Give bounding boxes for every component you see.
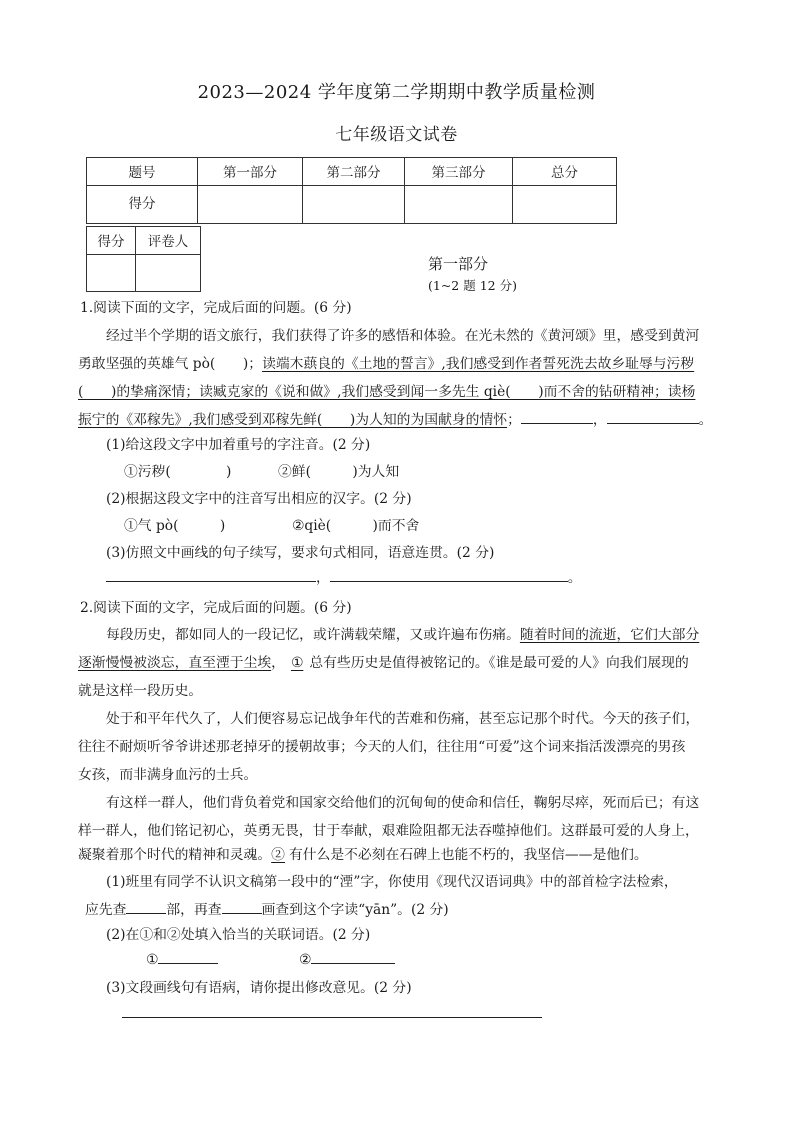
q2-paragraph-text: 凝聚着那个时代的精神和灵魂。 [78,847,272,863]
q2-paragraph-text: 往往不耐烦听爷爷讲述那老掉牙的援朝故事；今天的人们，往往用“可爱”这个词来指活泼漂亮的男孩 [78,739,686,755]
q2-paragraph-text: 总有些历史是值得被铭记的。《谁是最可爱的人》向我们展现的 [309,655,689,671]
q2-sub1-text: 画查到这个字读“yān”。(2 分) [261,902,449,918]
q1-punct: ； [507,412,521,428]
q1-continue-blank-2[interactable] [607,409,699,424]
q1-sub2: (2)根据这段文字中的注音写出相应的汉字。(2 分) [106,491,412,507]
exam-title: 2023—2024 学年度第二学期期中教学质量检测 [197,82,596,103]
q2-sub3: (3)文段画线句有语病，请你提出修改意见。(2 分) [106,980,412,996]
q2-paragraph-text: 每段历史，都如同人的一段记忆，或许满载荣耀，又或许遍布伤痛。 [106,627,520,643]
q2-underlined-sentence: 逐渐慢慢被淡忘，直至湮于尘埃 [78,655,272,671]
q1-sub3-answer-blank-2[interactable] [330,567,568,582]
q1-sub3-punct: ， [316,570,330,586]
q2-sub1-text: 部，再查 [166,902,222,918]
q1-sub3: (3)仿照文中画线的句子续写，要求句式相同，语意连贯。(2 分) [106,545,495,561]
score-table-header: 第一部分 [198,158,303,186]
q2-blank-1[interactable]: ① [290,655,304,671]
part1-note: (1~2 题 12 分) [428,278,517,293]
score-table-header: 题号 [87,158,198,186]
q1-underlined-sentence: 读端木蕻良的《土地的誓言》,我们感受到作者誓死洗去故乡耻辱与污秽 [262,356,695,372]
q2-paragraph-text: 有这样一群人，他们背负着党和国家交给他们的沉甸甸的使命和信任，鞠躬尽瘁，死而后已；有这 [106,795,700,811]
q1-punct: ， [592,412,607,428]
score-cell[interactable] [198,186,303,224]
grader-box [86,226,201,292]
q2-sub2-label: ① [146,952,159,968]
q1-sub1: (1)给这段文字中加着重号的字注音。(2 分) [106,437,371,453]
q1-paragraph-line: 勇敢坚强的英雄气 pò( )； [78,356,263,372]
q2-sub2-label: ② [299,952,312,968]
grader-score-cell[interactable] [87,255,136,292]
grader-label: 评卷人 [136,227,201,255]
q2-sub2: (2)在①和②处填入恰当的关联词语。(2 分) [106,927,371,943]
q2-paragraph-text: 处于和平年代久了，人们便容易忘记战争年代的苦难和伤痛，甚至忘记那个时代。今天的孩子们， [106,711,700,727]
q1-sub2-answer-b[interactable]: ②qiè( )而不舍 [292,518,420,534]
q1-sub2-answer-a[interactable]: ①气 pò( ) [124,518,226,534]
score-table-header: 第三部分 [405,158,513,186]
grader-score-label: 得分 [87,227,136,255]
q1-continue-blank-1[interactable] [521,409,593,424]
q2-paragraph-text: 样一群人，他们铭记初心，英勇无畏，甘于奉献，艰难险阻都无法吞噬掉他们。这群最可爱的人身上， [78,823,699,839]
q2-paragraph-text: 有什么是不必刻在石碑上也能不朽的，我坚信——是他们。 [288,847,648,863]
q2-conjunction-blank-2[interactable] [311,949,395,964]
q1-stem: 1.阅读下面的文字，完成后面的问题。(6 分) [80,300,352,316]
q2-conjunction-blank-1[interactable] [158,949,218,964]
q1-sub3-answer-blank-1[interactable] [106,567,316,582]
q1-underlined-sentence: ( )的挚痛深情；读臧克家的《说和做》,我们感受到闻一多先生 qiè( )而不舍的钻研精神；读杨 [78,384,696,400]
q1-sub1-answer-b[interactable]: ②鲜( )为人知 [278,464,400,480]
q2-underlined-sentence: 随着时间的流逝，它们大部分 [519,627,700,643]
score-table-header: 总分 [513,158,617,186]
q1-sub1-answer-a[interactable]: ①污秽( ) [124,464,232,480]
q2-sub3-answer-line[interactable] [122,1017,542,1018]
score-cell[interactable] [405,186,513,224]
q2-sub1-text: 应先查 [85,902,127,918]
q1-punct: 。 [698,412,713,428]
q1-paragraph-line: 经过半个学期的语文旅行，我们获得了许多的感悟和体验。在光未然的《黄河颂》里，感受到黄河 [106,328,700,344]
score-cell[interactable] [513,186,617,224]
q1-underlined-sentence: 振宁的《邓稼先》,我们感受到邓稼先鲜( )为人知的为国献身的情怀 [78,412,508,428]
part1-heading: 第一部分 [428,255,489,273]
score-table [86,157,617,224]
exam-subtitle: 七年级语文试卷 [335,125,458,145]
q2-blank-2[interactable]: ② [271,847,285,863]
q2-paragraph-text: 女孩，而非满身血污的士兵。 [78,767,258,783]
grader-name-cell[interactable] [136,255,201,292]
score-cell[interactable] [303,186,405,224]
q2-radical-blank[interactable] [126,899,166,914]
q2-sub1: (1)班里有同学不认识文稿第一段中的“湮”字，你使用《现代汉语词典》中的部首检字法检索， [106,874,678,890]
q2-paragraph-text: 就是这样一段历史。 [78,683,203,699]
score-table-row-label: 得分 [87,186,198,224]
q2-stroke-blank[interactable] [222,899,262,914]
q2-stem: 2.阅读下面的文字，完成后面的问题。(6 分) [80,600,352,616]
score-table-header: 第二部分 [303,158,405,186]
q2-punct: ， [271,655,285,671]
q1-sub3-punct: 。 [567,570,582,586]
